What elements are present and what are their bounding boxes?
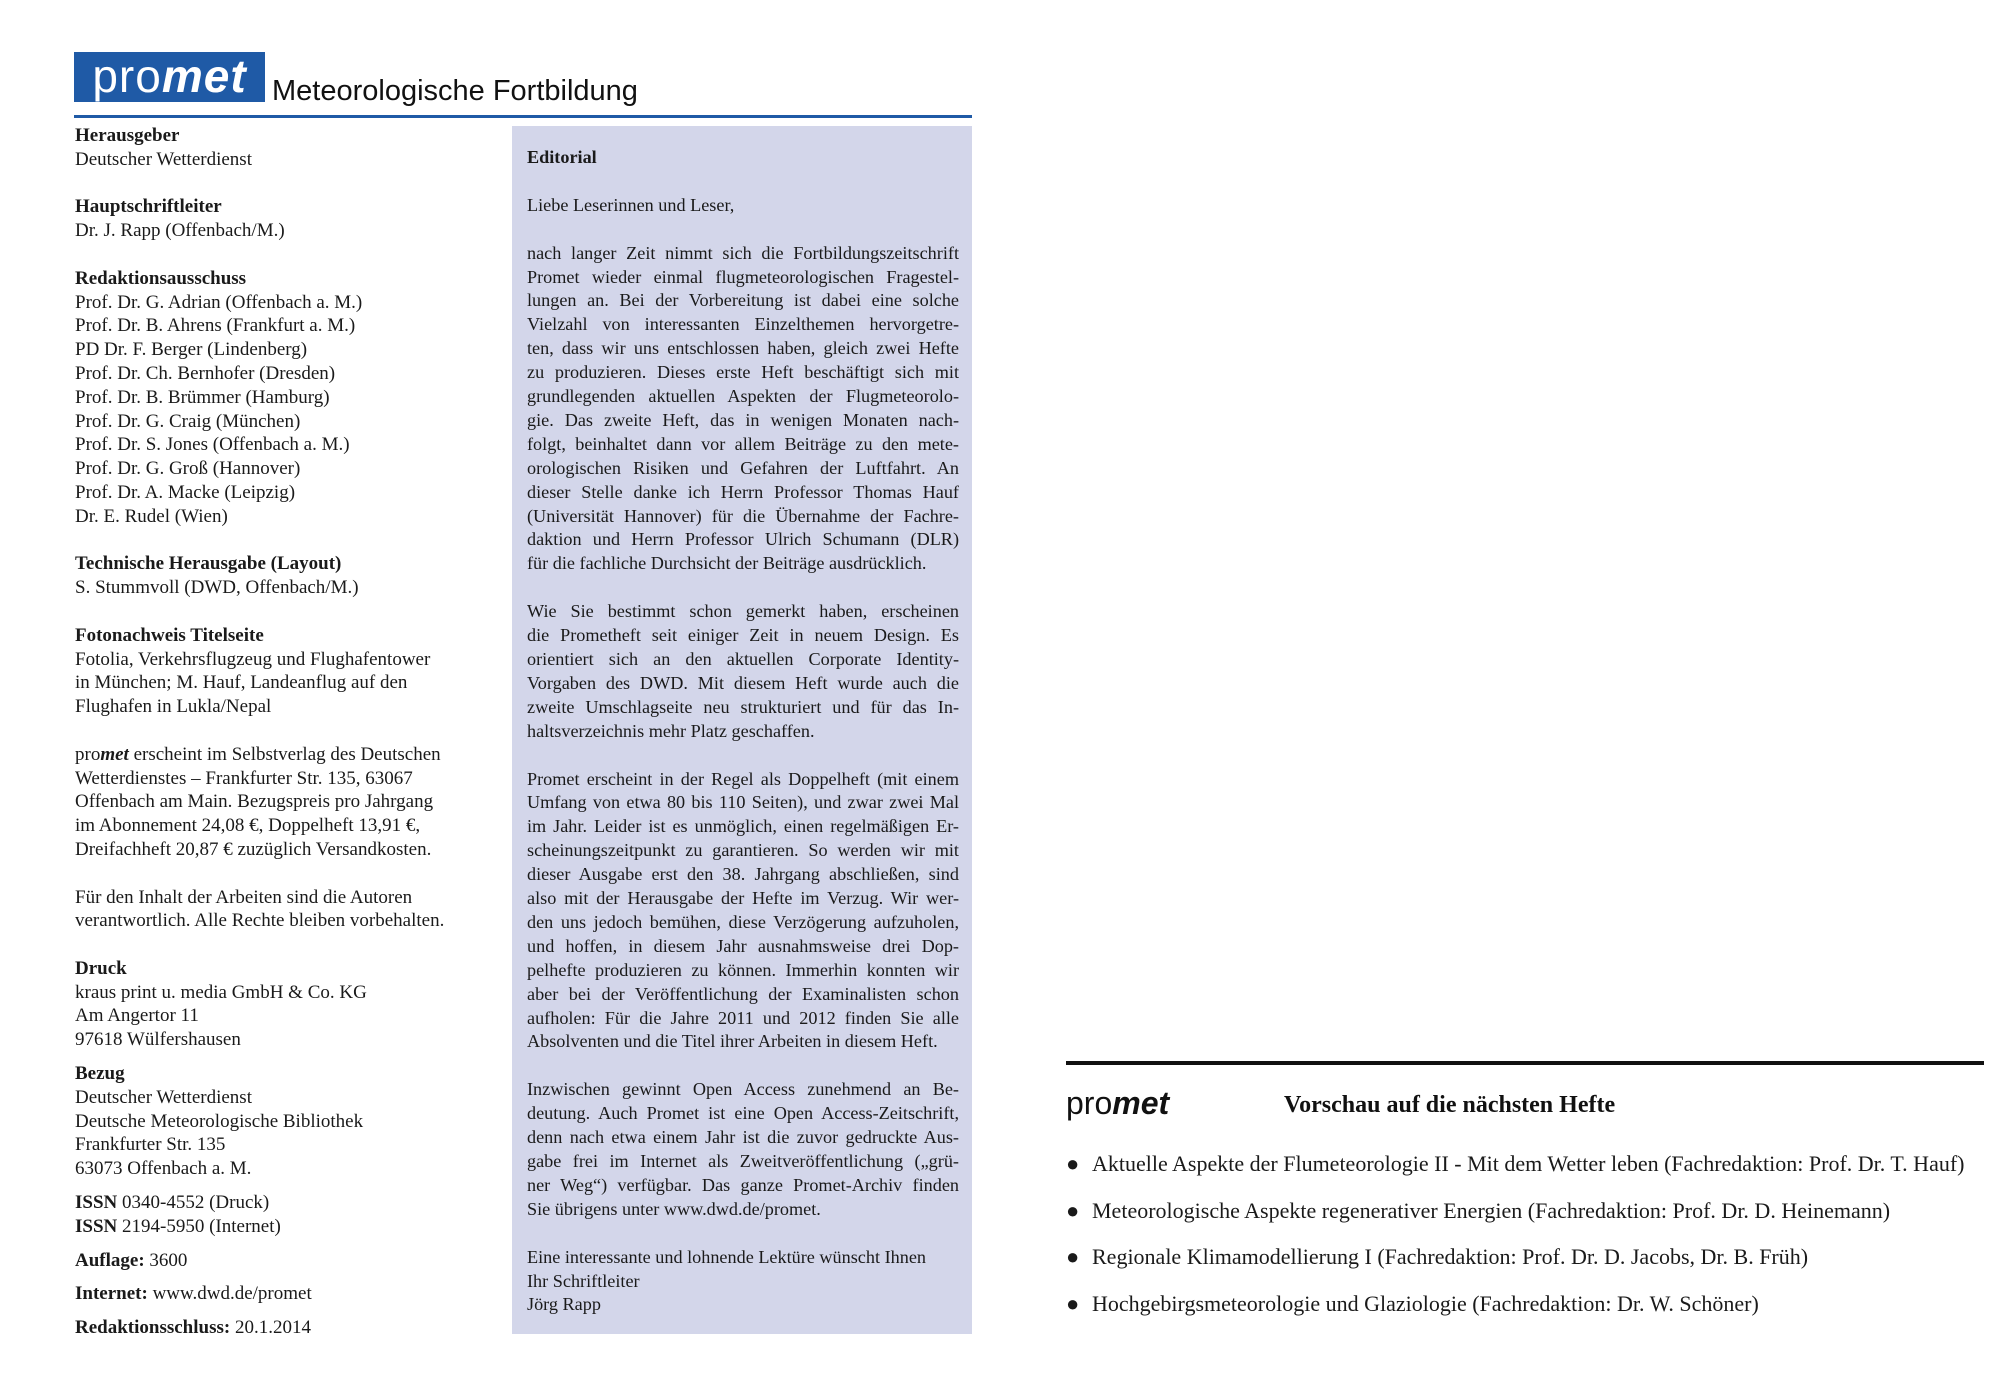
section-line: im Abonnement 24,08 €, Doppelheft 13,91 €, [75,815,421,837]
committee-member: Prof. Dr. B. Brümmer (Hamburg) [75,386,330,408]
editorial-line: orologischen Risiken und Gefahren der Luftfahrt. An [527,457,959,478]
section-line: Dreifachheft 20,87 € zuzüglich Versandkosten. [75,838,432,860]
editorial-line: daktion und Herrn Professor Ulrich Schumann (DLR) [527,529,959,550]
issn-print: ISSN 0340-4552 (Druck) [75,1192,270,1214]
editorial-line: (Universität Hannover) für die Übernahme der Fachre- [527,505,959,526]
section-line: Offenbach am Main. Bezugspreis pro Jahrgang [75,791,434,813]
editorial-paragraph-4 [527,1078,959,1221]
auflage-section [75,1249,495,1273]
druck-section [75,957,495,1052]
editorial-line: den uns jedoch bemühen, diese Verzögerung aufzuholen, [527,911,959,932]
internet-section [75,1282,495,1306]
editorial-line: Wie Sie bestimmt schon gemerkt haben, erscheinen [527,601,959,622]
editorial-title: Editorial [527,147,597,167]
impressum-column [75,124,495,1350]
section-line: Flughafen in Lukla/Nepal [75,696,272,718]
preview-item [1066,1290,1996,1337]
section-line: Für den Inhalt der Arbeiten sind die Autoren [75,886,413,908]
editorial-line: haltsverzeichnis mehr Platz geschaffen. [527,720,815,741]
editorial-paragraph-2 [527,600,959,743]
committee-member: Dr. E. Rudel (Wien) [75,505,228,527]
editorial-line: deutung. Auch Promet ist eine Open Access-Zeitschrift, [527,1103,959,1124]
editorial-line: grundlegenden aktuellen Aspekten der Flugmeteorolo- [527,386,959,407]
editorial-line: scheinungszeitpunkt zu garantieren. So werden wir mit [527,840,959,861]
editorial-line: folgt, beinhaltet dann vor allem Beiträge zu den mete- [527,433,959,454]
section-heading: Hauptschriftleiter [75,196,222,218]
section-line: 97618 Wülfershausen [75,1029,241,1051]
editorial-line: zweite Umschlagseite neu strukturiert und für das In- [527,696,959,717]
section-line: Deutscher Wetterdienst [75,1086,252,1108]
issn-online: ISSN 2194-5950 (Internet) [75,1215,281,1237]
editorial-closing [527,1246,959,1318]
editorial-line: Promet erscheint in der Regel als Doppelheft (mit einem [527,768,959,789]
auflage-line: Auflage: 3600 [75,1249,188,1271]
preview-item [1066,1243,1996,1290]
section-line: Deutscher Wetterdienst [75,148,252,170]
editorial-line: gabe frei im Internet als Zweitveröffentlichung („grü- [527,1150,959,1171]
editorial-line: aufholen: Für die Jahre 2011 und 2012 finden Sie alle [527,1007,959,1028]
editorial-line: lungen an. Bei der Vorbereitung ist dabei eine solche [527,290,959,311]
verlag-first-line: promet erscheint im Selbstverlag des Deutschen [75,743,441,765]
bullet-icon: ● [1066,1290,1080,1316]
editorial-line: die Prometheft seit einiger Zeit in neuem Design. Es [527,625,959,646]
section-line: Frankfurter Str. 135 [75,1134,226,1156]
section-heading: Herausgeber [75,125,180,146]
committee-member: PD Dr. F. Berger (Lindenberg) [75,339,308,361]
committee-member: Prof. Dr. Ch. Bernhofer (Dresden) [75,362,336,384]
issn-section [75,1191,495,1239]
editorial-line: Vorgaben des DWD. Mit diesem Heft wurde auch die [527,672,959,693]
preview-divider [1066,1061,1984,1065]
herausgeber-section [75,124,495,172]
editorial-line: ten, dass wir uns entschlossen haben, gleich zwei Hefte [527,338,959,359]
bullet-icon: ● [1066,1197,1080,1223]
section-heading: Druck [75,957,127,979]
section-line: Dr. J. Rapp (Offenbach/M.) [75,220,285,242]
section-line: Wetterdienstes – Frankfurter Str. 135, 63067 [75,767,413,789]
section-line: 63073 Offenbach a. M. [75,1158,252,1180]
editorial-line: Sie übrigens unter www.dwd.de/promet. [527,1198,821,1219]
editorial-line: ner Weg“) verfügbar. Das ganze Promet-Archiv finden [527,1174,959,1195]
section-heading: Redaktionsausschuss [75,267,247,289]
closing-line: Eine interessante und lohnende Lektüre wünscht Ihnen [527,1246,926,1267]
preview-item-text: Regionale Klimamodellierung I (Fachredaktion: Prof. Dr. D. Jacobs, Dr. B. Früh) [1092,1244,1809,1269]
page-subtitle: Meteorologische Fortbildung [272,75,638,107]
bullet-icon: ● [1066,1151,1080,1176]
preview-item-text: Meteorologische Aspekte regenerativer Energien (Fachredaktion: Prof. Dr. D. Heinemann) [1092,1197,1891,1223]
editorial-line: nach langer Zeit nimmt sich die Fortbildungszeitschrift [527,242,959,263]
promet-logo: promet [74,52,265,102]
preview-title: Vorschau auf die nächsten Hefte [1284,1092,1616,1118]
section-line: Am Angertor 11 [75,1005,199,1027]
committee-member: Prof. Dr. G. Adrian (Offenbach a. M.) [75,291,363,313]
editorial-line: Umfang von etwa 80 bis 110 Seiten), und zwar zwei Mal [527,792,959,813]
bullet-icon: ● [1066,1244,1080,1269]
section-heading: Technische Herausgabe (Layout) [75,553,342,575]
redaktionsschluss-section [75,1316,495,1340]
editorial-line: dieser Ausgabe erst den 38. Jahrgang abschließen, sind [527,864,959,885]
preview-item [1066,1150,1996,1197]
editorial-line: im Jahr. Leider ist es unmöglich, einen regelmäßigen Er- [527,816,959,837]
preview-item-text: Hochgebirgsmeteorologie und Glaziologie (Fachredaktion: Dr. W. Schöner) [1092,1290,1759,1316]
editorial-line: Promet wieder einmal flugmeteorologischen Fragestel- [527,266,959,287]
editorial-line: orientiert sich an den aktuellen Corporate Identity- [527,648,959,669]
internet-line: Internet: www.dwd.de/promet [75,1283,312,1305]
editorial-line: zu produzieren. Dieses erste Heft beschäftigt sich mit [527,362,959,383]
editorial-line: und hoffen, in diesem Jahr ausnahmsweise drei Dop- [527,935,959,956]
section-line: in München; M. Hauf, Landeanflug auf den [75,672,408,694]
hauptschriftleiter-section [75,195,495,243]
editorial-line: gie. Das zweite Heft, das in wenigen Monaten nach- [527,409,959,430]
editorial-line: Vielzahl von interessanten Einzelthemen hervorgetre- [527,314,959,335]
committee-member: Prof. Dr. S. Jones (Offenbach a. M.) [75,434,350,456]
editorial-line: Inzwischen gewinnt Open Access zunehmend an Be- [527,1079,959,1100]
editorial-line: also mit der Herausgabe der Hefte im Verzug. Wir wer- [527,888,959,909]
committee-member: Prof. Dr. B. Ahrens (Frankfurt a. M.) [75,315,356,337]
editorial-paragraph-1 [527,242,959,577]
section-line: Fotolia, Verkehrsflugzeug und Flughafentower [75,648,431,670]
verlag-section [75,743,495,862]
editorial-line: denn nach etwa einem Jahr ist die zuvor gedruckte Aus- [527,1127,959,1148]
redaktionsschluss-line: Redaktionsschluss: 20.1.2014 [75,1317,311,1339]
editorial-signature: Jörg Rapp [527,1294,601,1315]
preview-item [1066,1197,1996,1244]
committee-member: Prof. Dr. G. Groß (Hannover) [75,458,301,480]
editorial-line: aber bei der Veröffentlichung der Examinalisten schon [527,983,959,1004]
editorial-box [512,126,972,1334]
header-divider [74,115,972,118]
section-heading: Bezug [75,1063,125,1085]
section-line: Deutsche Meteorologische Bibliothek [75,1110,364,1132]
closing-line: Ihr Schriftleiter [527,1270,640,1291]
section-heading: Fotonachweis Titelseite [75,624,264,646]
fotonachweis-section [75,624,495,719]
editorial-line: Absolventen und die Titel ihrer Arbeiten in diesem Heft. [527,1031,938,1052]
redaktion-section [75,267,495,529]
section-line: verantwortlich. Alle Rechte bleiben vorbehalten. [75,910,445,932]
editorial-paragraph-3 [527,768,959,1055]
section-line: kraus print u. media GmbH & Co. KG [75,981,367,1003]
committee-member: Prof. Dr. G. Craig (München) [75,410,301,432]
committee-member: Prof. Dr. A. Macke (Leipzig) [75,481,296,503]
editorial-line: pelhefte produzieren zu können. Immerhin konnten wir [527,959,959,980]
rechte-section [75,886,495,934]
preview-item-text: Aktuelle Aspekte der Flumeteorologie II - Mit dem Wetter leben (Fachredaktion: Prof. Dr. T. Hauf) [1092,1151,1965,1176]
bezug-section [75,1062,495,1181]
editorial-line: dieser Stelle danke ich Herrn Professor Thomas Hauf [527,481,959,502]
section-line: S. Stummvoll (DWD, Offenbach/M.) [75,577,359,599]
technik-section [75,552,495,600]
editorial-greeting: Liebe Leserinnen und Leser, [527,194,735,215]
promet-logo-small: promet [1066,1085,1170,1121]
preview-list [1066,1150,1996,1336]
editorial-line: für die fachliche Durchsicht der Beiträge ausdrücklich. [527,553,927,574]
